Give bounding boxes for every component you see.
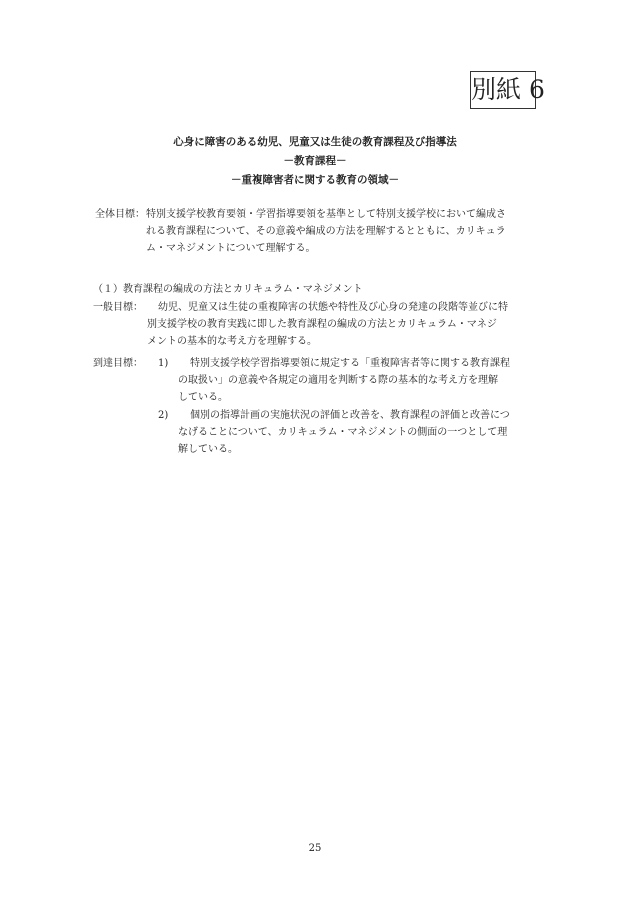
overall-goal-line: れる教育課程について、その意義や編成の方法を理解するとともに、カリキュラ <box>146 226 506 237</box>
overall-goal-line: ム・マネジメントについて理解する。 <box>146 243 316 254</box>
achievement-item-text <box>178 372 498 406</box>
overall-goal-line: 特別支援学校教育要領・学習指導要領を基準として特別支援学校において編成さ <box>146 209 506 220</box>
overall-goal-text <box>146 206 506 257</box>
achievement-item-number: 2) <box>158 410 169 421</box>
general-goal-text-cont <box>147 316 497 350</box>
overall-goal-label: 全体目標： <box>95 209 145 220</box>
page-number: 25 <box>308 843 322 854</box>
general-goal-label: 一般目標： <box>93 302 143 313</box>
achievement-item-first-line <box>190 407 510 424</box>
general-goal-line: メントの基本的な考え方を理解する。 <box>147 336 317 347</box>
achievement-goal-label: 到達目標： <box>93 358 143 369</box>
achievement-item-line: 解している。 <box>178 444 238 455</box>
general-goal-line: 別支援学校の教育実践に即した教育課程の編成の方法とカリキュラム・マネジ <box>147 319 497 330</box>
title-sub-field: －重複障害者に関する教育の領域－ <box>231 174 399 186</box>
document-title <box>0 133 630 190</box>
section-heading: （１）教育課程の編成の方法とカリキュラム・マネジメント <box>93 284 363 295</box>
attachment-stamp: 別紙 6 <box>470 71 536 109</box>
general-goal-line: 幼児、児童又は生徒の重複障害の状態や特性及び心身の発達の段階等並びに特 <box>158 302 508 313</box>
achievement-item-line: の取扱い」の意義や各規定の適用を判断する際の基本的な考え方を理解 <box>178 375 498 386</box>
title-sub-curriculum: －教育課程－ <box>283 155 347 167</box>
achievement-item-line: 個別の指導計画の実施状況の評価と改善を、教育課程の評価と改善につ <box>190 410 510 421</box>
general-goal-text <box>158 299 508 316</box>
achievement-item-line: している。 <box>178 392 228 403</box>
achievement-item-line: 特別支援学校学習指導要領に規定する「重複障害者等に関する教育課程 <box>190 358 510 369</box>
title-main: 心身に障害のある幼児、児童又は生徒の教育課程及び指導法 <box>173 136 457 148</box>
achievement-item-first-line <box>190 355 510 372</box>
achievement-item-line: なげることについて、カリキュラム・マネジメントの側面の一つとして理 <box>178 427 508 438</box>
achievement-item-number: 1) <box>158 358 169 369</box>
achievement-item-text <box>178 424 507 458</box>
